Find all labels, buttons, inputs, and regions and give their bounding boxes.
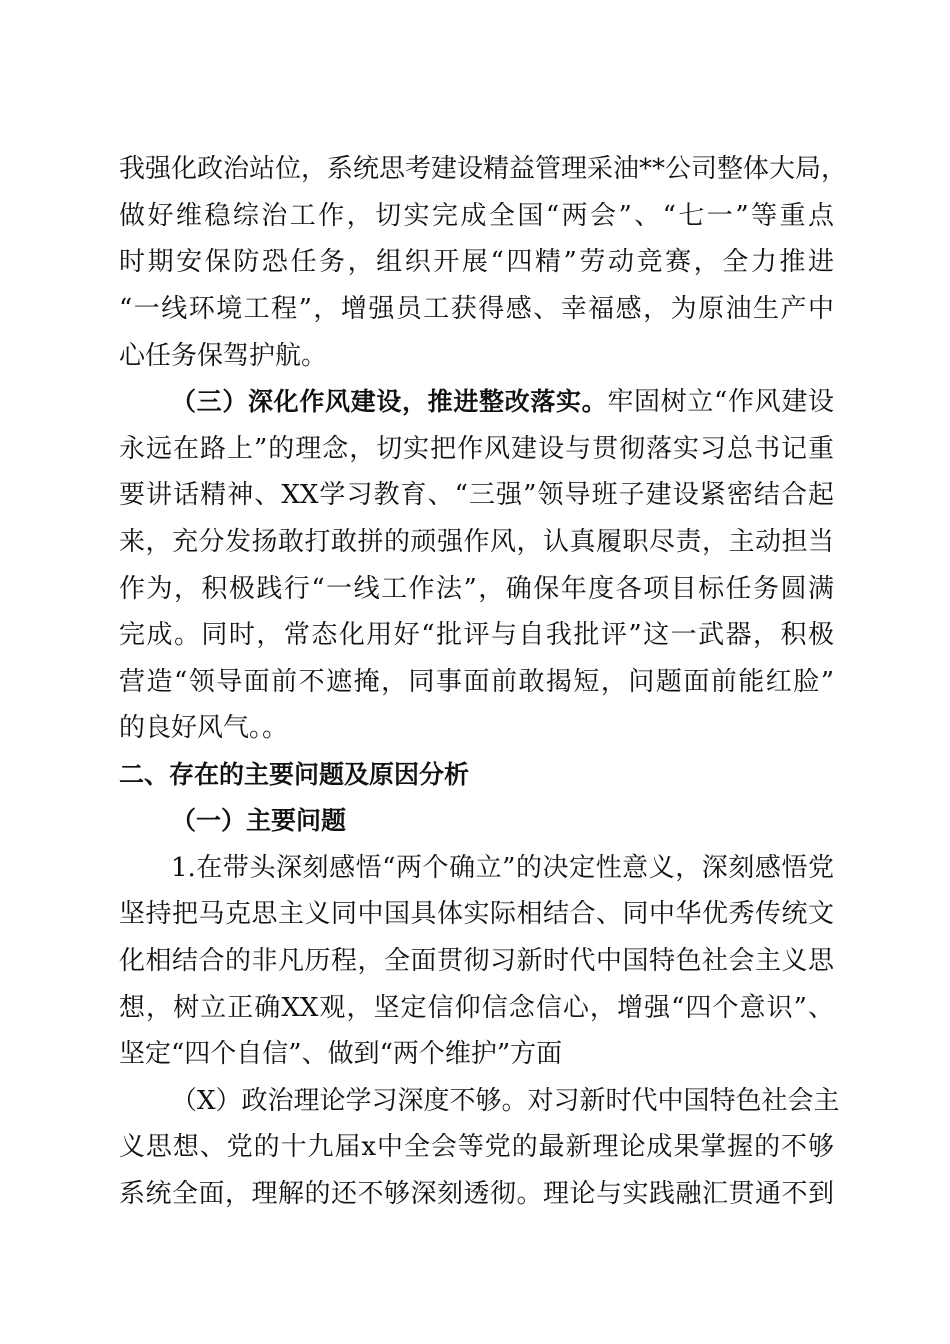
p1-line-1: 我强化政治站位，系统思考建设精益管理采油**公司整体大局， [119, 154, 848, 184]
p2-line-7: 营造“领导面前不遮掩，同事面前敢揭短，问题面前能红脸” [119, 667, 834, 697]
p1-line-2: 做好维稳综治工作，切实完成全国“两会”、“七一”等重点 [119, 201, 834, 231]
p2-heading: （三）深化作风建设，推进整改落实。 [171, 387, 608, 416]
p1-line-3: 时期安保防恐任务，组织开展“四精”劳动竞赛，全力推进 [119, 247, 834, 277]
p4-line-1: （X）政治理论学习深度不够。对习新时代中国特色社会主 [171, 1086, 840, 1116]
p3-line-1: 1.在带头深刻感悟“两个确立”的决定性意义，深刻感悟党 [171, 853, 834, 883]
p2-line-1 [171, 382, 834, 422]
p2-line-4: 来，充分发扬敢打敢拼的顽强作风，认真履职尽责，主动担当 [119, 527, 834, 557]
p2-line-8: 的良好风气。。 [119, 713, 289, 743]
subheading-main-problems: （一）主要问题 [171, 806, 347, 835]
p1-line-5: 心任务保驾护航。 [119, 341, 328, 371]
p3-line-2: 坚持把马克思主义同中国具体实际相结合、同中华优秀传统文 [119, 899, 834, 929]
p3-line-3: 化相结合的非凡历程，全面贯彻习新时代中国特色社会主义思 [119, 946, 834, 976]
section-2-heading: 二、存在的主要问题及原因分析 [119, 760, 470, 789]
p2-line-6: 完成。同时，常态化用好“批评与自我批评”这一武器，积极 [119, 620, 834, 650]
p4-line-2: 义思想、党的十九届x中全会等党的最新理论成果掌握的不够 [119, 1132, 834, 1162]
p3-line-5: 坚定“四个自信”、做到“两个维护”方面 [119, 1039, 563, 1069]
p2-line-5: 作为，积极践行“一线工作法”，确保年度各项目标任务圆满 [119, 574, 834, 604]
p3-line-4: 想，树立正确XX观，坚定信仰信念信心，增强“四个意识”、 [119, 993, 834, 1023]
p4-line-3: 系统全面，理解的还不够深刻透彻。理论与实践融汇贯通不到 [119, 1179, 834, 1209]
p2-first-line-rest: 牢固树立“作风建设 [607, 387, 834, 417]
p2-line-3: 要讲话精神、XX学习教育、“三强”领导班子建设紧密结合起 [119, 480, 834, 510]
p2-line-2: 永远在路上”的理念，切实把作风建设与贯彻落实习总书记重 [119, 434, 834, 464]
p1-line-4: “一线环境工程”，增强员工获得感、幸福感，为原油生产中 [119, 294, 834, 324]
